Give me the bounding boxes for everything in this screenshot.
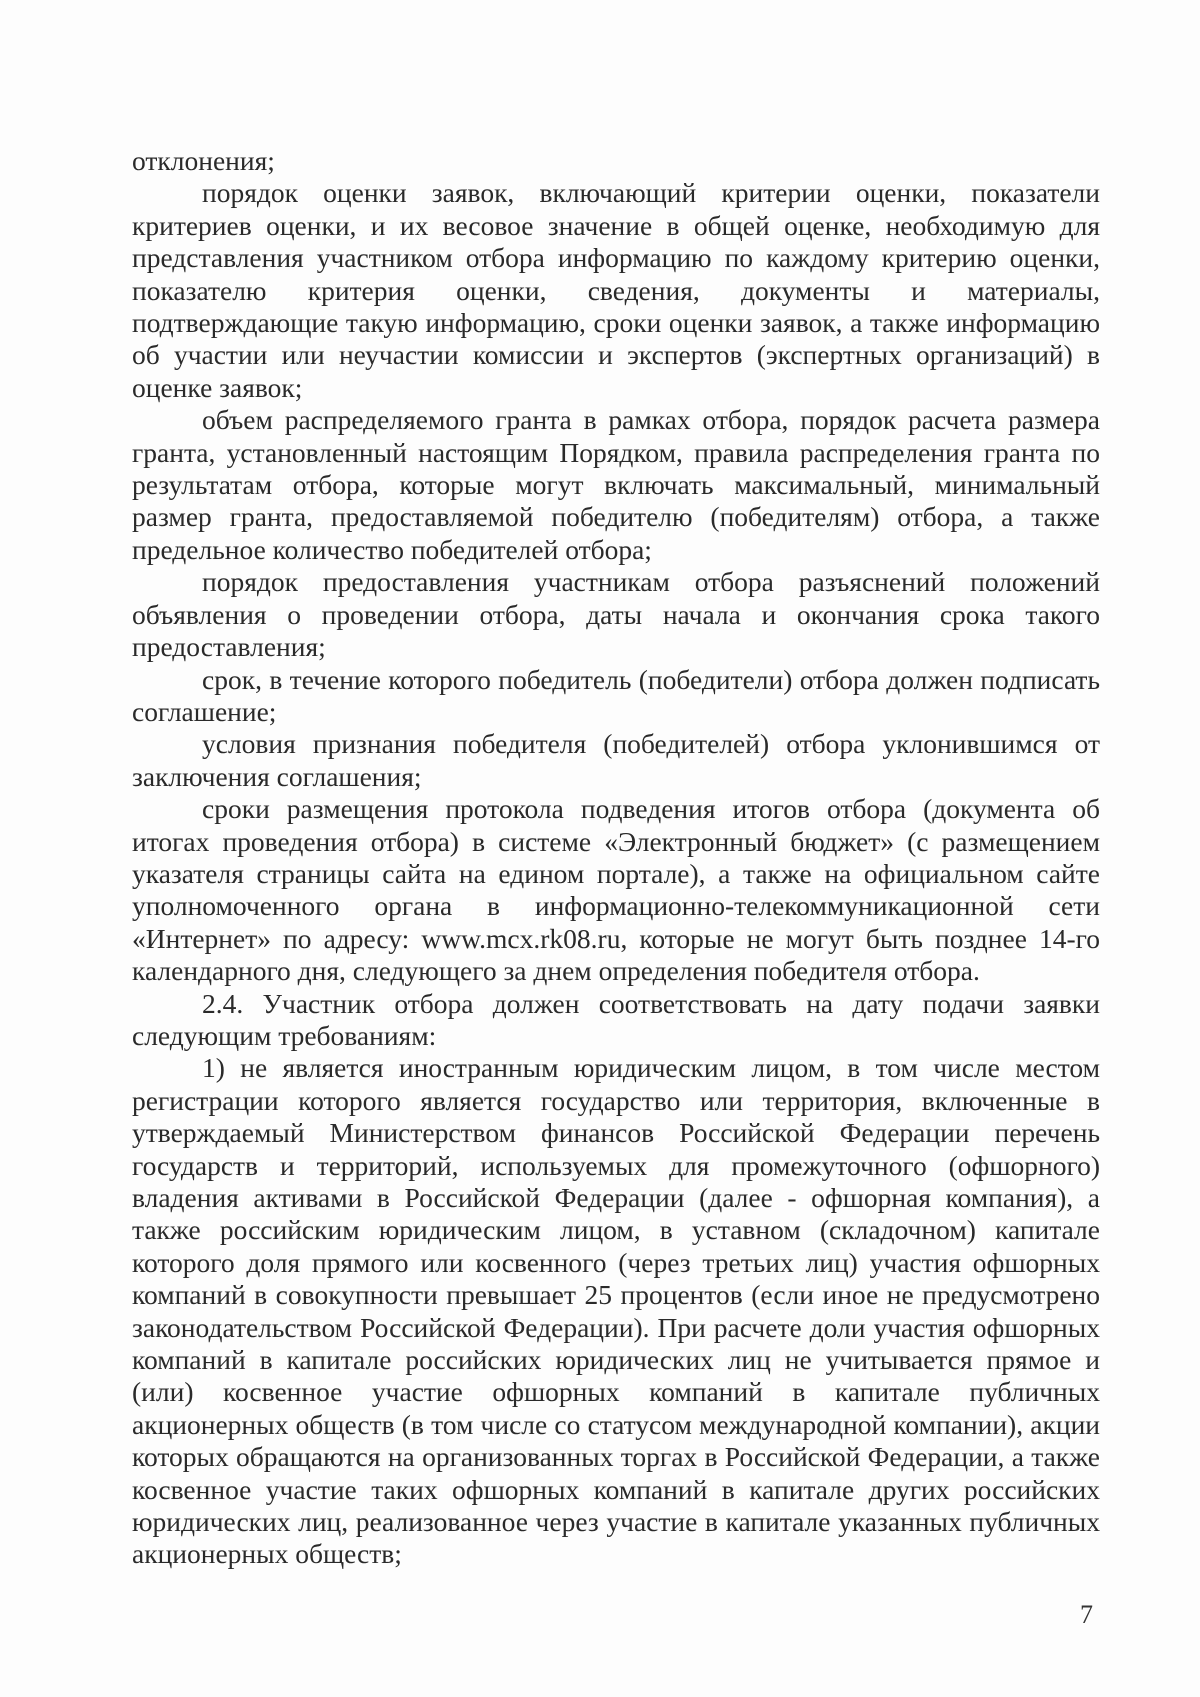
paragraph-clarifications: порядок предоставления участникам отбора разъяснений положений объявления о проведении отбора, даты начала и окончания срока такого предоставления; (132, 566, 1100, 663)
paragraph-requirement-1: 1) не является иностранным юридическим лицом, в том числе местом регистрации которого является государство или территория, включенные в утверждаемый Министерством финансов Российской Федерации перечень государств и территорий, используемых для промежуточного (офшорного) владения активами в Российской Федерации (далее - офшорная компания), а также российским юридическим лицом, в уставном (складочном) капитале которого доля прямого или косвенного (через третьих лиц) участия офшорных компаний в совокупности превышает 25 процентов (если иное не предусмотрено законодательством Российской Федерации). При расчете доли участия офшорных компаний в капитале российских юридических лиц не учитывается прямое и (или) косвенное участие офшорных компаний в капитале публичных акционерных обществ (в том числе со статусом международной компании), акции которых обращаются на организованных торгах в Российской Федерации, а также косвенное участие таких офшорных компаний в капитале других российских юридических лиц, реализованное через участие в капитале указанных публичных акционерных обществ; (132, 1052, 1100, 1570)
paragraph-signing-term: срок, в течение которого победитель (победители) отбора должен подписать соглашение; (132, 663, 1100, 727)
paragraph-protocol-publication: сроки размещения протокола подведения итогов отбора (документа об итогах проведения отбора) в системе «Электронный бюджет» (с размещением указателя страницы сайта на едином портале), а также на официальном сайте уполномоченного органа в информационно-телекоммуникационной сети «Интернет» по адресу: www.mcx.rk08.ru, которые не могут быть позднее 14-го календарного дня, следующего за днем определения победителя отбора. (132, 793, 1100, 987)
paragraph-section-2-4: 2.4. Участник отбора должен соответствовать на дату подачи заявки следующим требованиям: (132, 987, 1100, 1051)
document-body (132, 145, 1100, 1571)
paragraph-continuation: отклонения; (132, 145, 275, 176)
paragraph-grant-volume: объем распределяемого гранта в рамках отбора, порядок расчета размера гранта, установленный настоящим Порядком, правила распределения гранта по результатам отбора, которые могут включать максимальный, минимальный размер гранта, предоставляемой победителю (победителям) отбора, а также предельное количество победителей отбора; (132, 404, 1100, 565)
paragraph-evasion-conditions: условия признания победителя (победителей) отбора уклонившимся от заключения соглашения; (132, 728, 1100, 792)
paragraph-evaluation-procedure: порядок оценки заявок, включающий критерии оценки, показатели критериев оценки, и их весовое значение в общей оценке, необходимую для представления участником отбора информацию по каждому критерию оценки, показателю критерия оценки, сведения, документы и материалы, подтверждающие такую информацию, сроки оценки заявок, а также информацию об участии или неучастии комиссии и экспертов (экспертных организаций) в оценке заявок; (132, 177, 1100, 403)
page-number: 7 (1080, 1600, 1093, 1629)
